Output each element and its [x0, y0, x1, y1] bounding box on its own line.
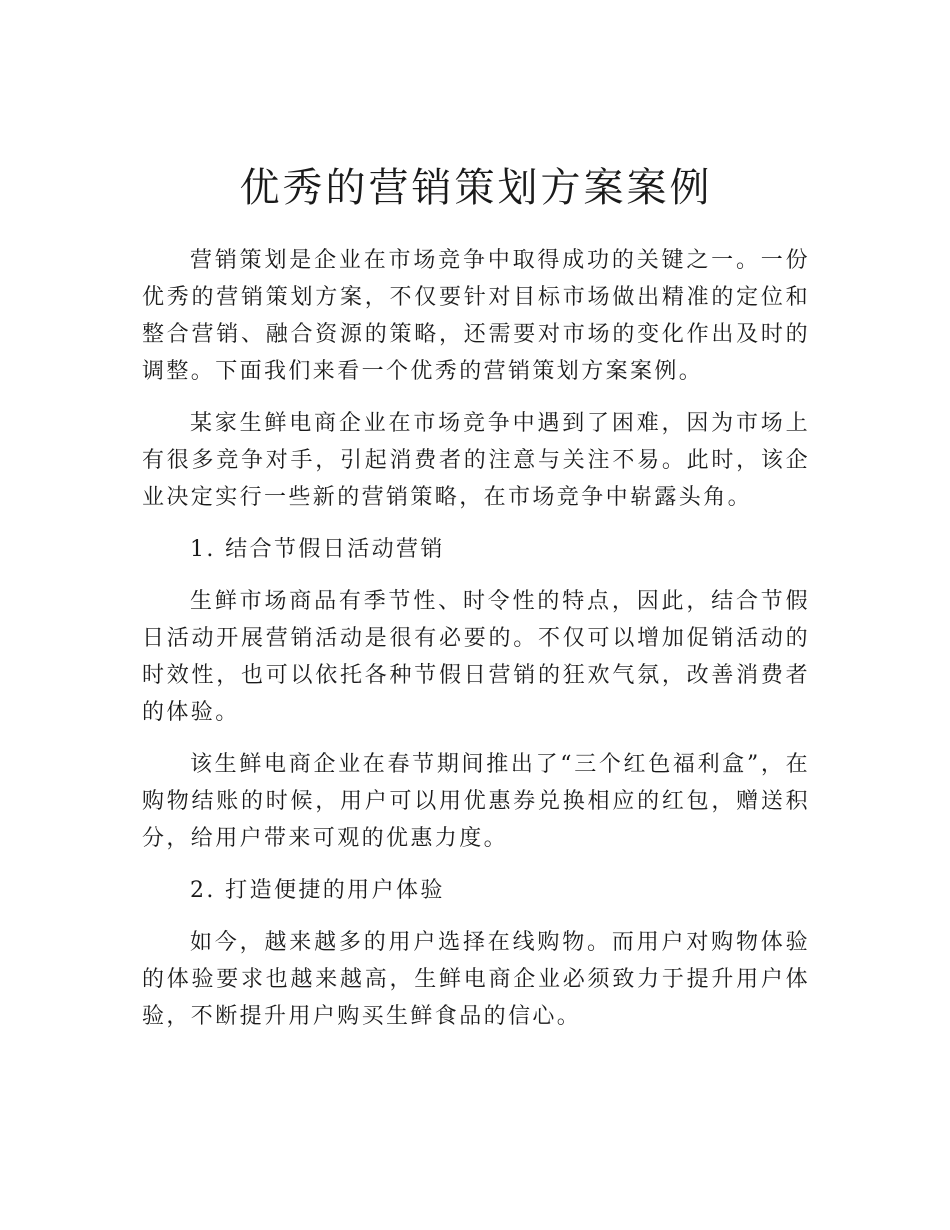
paragraph-intro: 营销策划是企业在市场竞争中取得成功的关键之一。一份优秀的营销策划方案，不仅要针对目标市场做出精准的定位和整合营销、融合资源的策略，还需要对市场的变化作出及时的调整。下面我们来看一个优秀的营销策划方案案例。 — [142, 248, 810, 384]
paragraph-spring-festival-promo: 该生鲜电商企业在春节期间推出了“三个红色福利盒”，在购物结账的时候，用户可以用优惠券兑换相应的红包，赠送积分，给用户带来可观的优惠力度。 — [142, 752, 810, 851]
section-heading-user-experience: 2. 打造便捷的用户体验 — [190, 878, 445, 903]
document-body — [142, 160, 810, 1050]
paragraph-background: 某家生鲜电商企业在市场竞争中遇到了困难，因为市场上有很多竞争对手，引起消费者的注意与关注不易。此时，该企业决定实行一些新的营销策略，在市场竞争中崭露头角。 — [142, 411, 810, 510]
section-heading-holiday-marketing: 1. 结合节假日活动营销 — [190, 537, 445, 562]
paragraph-holiday-marketing: 生鲜市场商品有季节性、时令性的特点，因此，结合节假日活动开展营销活动是很有必要的。不仅可以增加促销活动的时效性，也可以依托各种节假日营销的狂欢气氛，改善消费者的体验。 — [142, 589, 810, 725]
paragraph-user-experience: 如今，越来越多的用户选择在线购物。而用户对购物体验的体验要求也越来越高，生鲜电商企业必须致力于提升用户体验，不断提升用户购买生鲜食品的信心。 — [142, 930, 810, 1029]
document-title: 优秀的营销策划方案案例 — [239, 165, 713, 211]
